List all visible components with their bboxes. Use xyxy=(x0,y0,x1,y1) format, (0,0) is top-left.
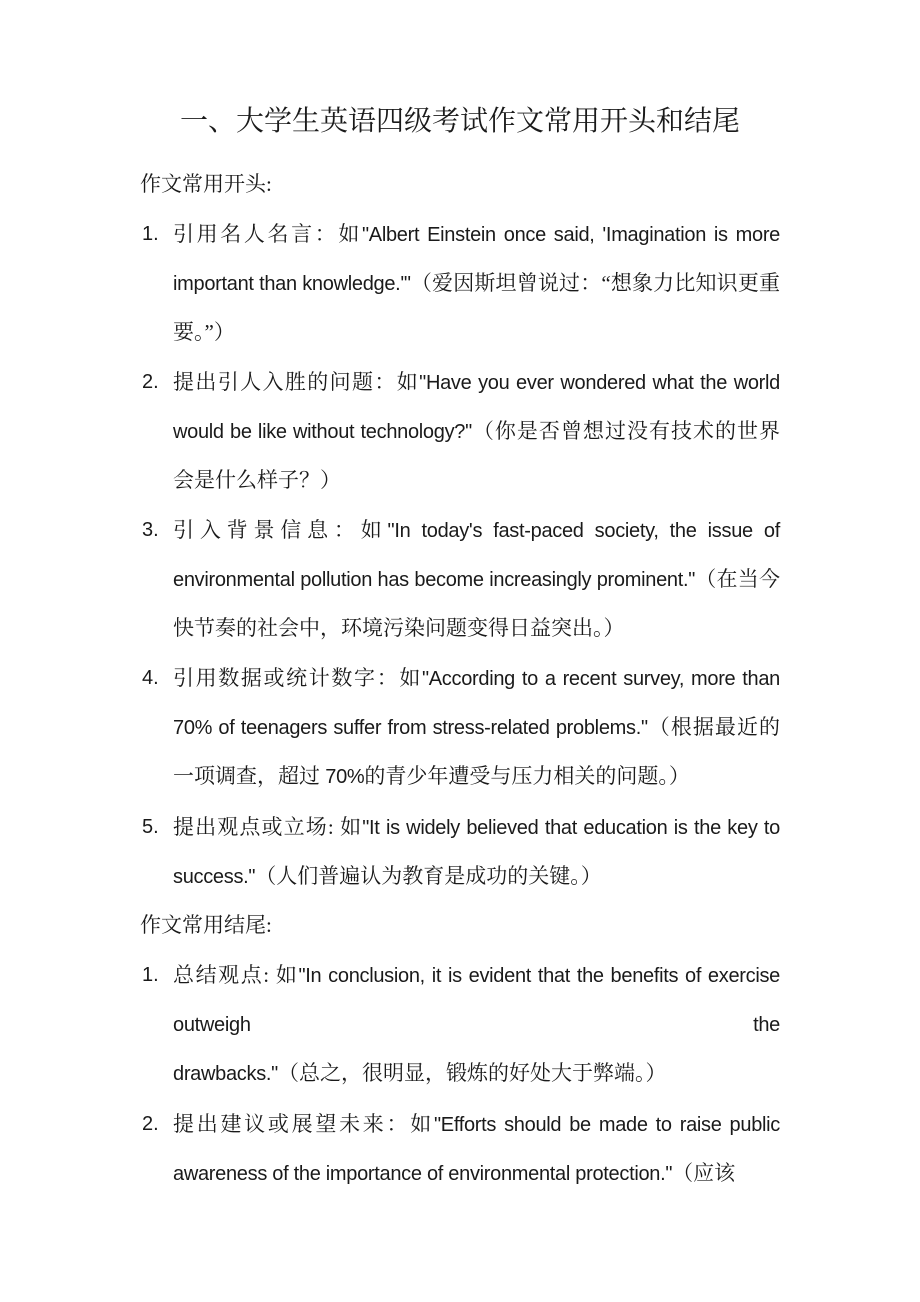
text-segment-zh: 总结观点: 如 xyxy=(173,963,299,987)
text-segment-zh: 提出观点或立场: 如 xyxy=(173,815,363,839)
text-segment-zh: （爱因斯坦曾说过：“想象力比知识更重要。”） xyxy=(173,271,780,344)
list-item-number: 3. xyxy=(142,519,159,541)
list-item xyxy=(140,506,780,652)
text-segment-zh: 引用名人名言：如 xyxy=(173,222,362,246)
document-title: 一、大学生英语四级考试作文常用开头和结尾 xyxy=(179,106,740,137)
list-item xyxy=(140,803,780,901)
text-segment-zh: （总之，很明显，锻炼的好处大于弊端。） xyxy=(277,1061,667,1085)
text-segment-zh: 的青少年遭受与压力相关的问题。） xyxy=(364,764,690,788)
text-segment-en: "Albert Einstein once said, 'Imagination is more important than knowledge.'" xyxy=(173,224,781,295)
list-item xyxy=(140,654,780,801)
list-item xyxy=(140,358,780,504)
list-item-number: 4. xyxy=(142,667,159,689)
text-segment-zh: （在当今快节奏的社会中，环境污染问题变得日益突出。） xyxy=(173,567,781,640)
list-item-number: 5. xyxy=(142,816,159,838)
text-segment-en: "Efforts should be made to raise public awareness of the importance of environmental protection." xyxy=(173,1114,781,1185)
list-item xyxy=(140,210,780,356)
text-segment-zh: （人们普遍认为教育是成功的关键。） xyxy=(255,864,602,888)
text-segment-zh: 引入背景信息：如 xyxy=(173,518,388,542)
text-segment-zh: 提出建议或展望未来：如 xyxy=(173,1112,434,1136)
text-segment-zh: 引用数据或统计数字：如 xyxy=(173,666,422,690)
list-item-number: 1. xyxy=(142,964,159,986)
list-item-number: 2. xyxy=(142,371,159,393)
text-segment-zh: （你是否曾想过没有技术的世界会是什么样子？） xyxy=(173,419,781,492)
list-item-number: 2. xyxy=(142,1113,159,1135)
text-segment-zh: 提出引人入胜的问题：如 xyxy=(173,370,420,394)
text-segment-en: "It is widely believed that education is the key to success." xyxy=(173,817,780,888)
text-segment-en: "In conclusion, it is evident that the benefits of exercise outweigh the drawbacks." xyxy=(173,965,780,1085)
list-item-number: 1. xyxy=(142,223,159,245)
text-segment-zh: （根据最近的一项调查，超过 xyxy=(173,715,780,788)
text-segment-en: "In today's fast-paced society, the issue of environmental pollution has become increasingly prominent." xyxy=(173,520,780,591)
openings-section-header: 作文常用开头: xyxy=(140,172,272,196)
text-segment-en: "According to a recent survey, more than 70% of teenagers suffer from stress-related problems." xyxy=(173,668,780,739)
text-segment-zh: （应该 xyxy=(672,1161,736,1185)
list-item xyxy=(140,951,780,1098)
text-segment-en: 70% xyxy=(325,766,365,788)
endings-section-header: 作文常用结尾: xyxy=(140,913,272,937)
list-item xyxy=(140,1100,780,1198)
text-segment-en: "Have you ever wondered what the world would be like without technology?" xyxy=(173,372,780,443)
